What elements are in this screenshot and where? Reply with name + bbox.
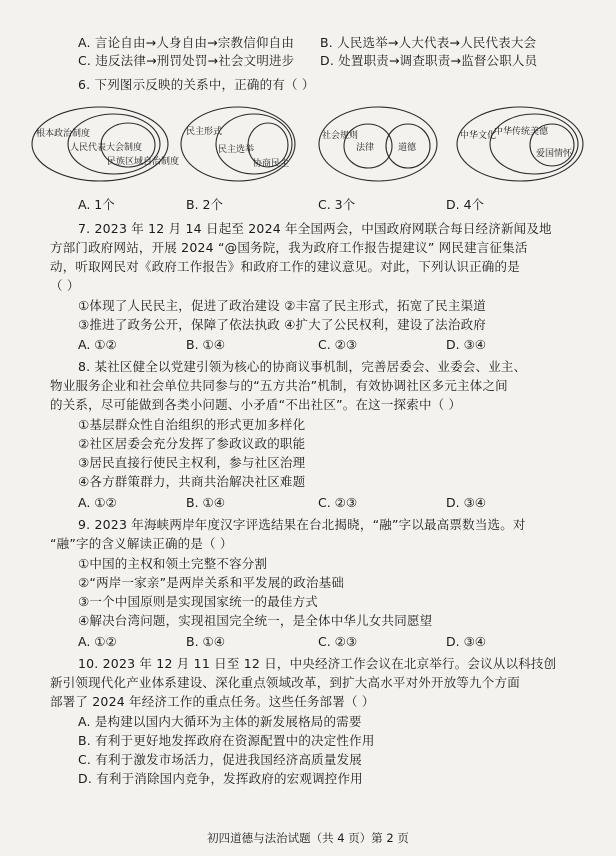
q10-line-3: 部署了 2024 年经济工作的重点任务。这些任务部署（ ）: [50, 694, 375, 709]
middle-label: [218, 143, 254, 155]
q9-line-1: 9. 2023 年海峡两岸年度汉字评选结果在台北揭晓，“融”字以最高票数当选。对: [78, 517, 526, 532]
q6-option-a: A. 1个: [78, 197, 115, 212]
inner-label-text: 道德: [398, 143, 417, 153]
q8-line-1: 8. 某社区健全以党建引领为核心的协商议事机制，完善居委会、业委会、业主、: [78, 359, 527, 374]
q10-option-b: B. 有利于更好地发挥政府在资源配置中的决定性作用: [78, 733, 375, 748]
q6-stem: 6. 下列图示反映的关系中，正确的有（ ）: [78, 77, 315, 92]
q10-option-a: A. 是构建以国内大循环为主体的新发展格局的需要: [78, 714, 362, 729]
q7-option-c: C. ②③: [318, 337, 358, 352]
middle-label-text: 人民代表大会制度: [70, 143, 143, 153]
q7-statement-3-4: ③推进了政务公开，保障了依法执政 ④扩大了公民权利，建设了法治政府: [78, 317, 486, 332]
q6-option-b: B. 2个: [186, 197, 223, 212]
q8-option-b: B. ①④: [186, 495, 225, 510]
q9-option-a: A. ①②: [78, 634, 117, 649]
outer-label: [36, 127, 90, 139]
q9-line-2: “融”字的含义解读正确的是（ ）: [50, 536, 233, 551]
q10-option-d: D. 有利于消除国内竞争，发挥政府的宏观调控作用: [78, 771, 363, 786]
q6-option-d: D. 4个: [446, 197, 485, 212]
middle-label: [70, 141, 142, 153]
outer-label-text: 中华文化: [460, 131, 497, 141]
outer-ring: [457, 107, 583, 181]
q8-option-d: D. ③④: [446, 495, 486, 510]
q5-option-d: D. 处置职责→调查职责→监督公职人员: [320, 53, 538, 68]
q6-diagrams: [16, 104, 606, 188]
q7-option-a: A. ①②: [78, 337, 117, 352]
q9-option-c: C. ②③: [318, 634, 358, 649]
inner-label-text: 协商民主: [253, 159, 290, 169]
q8-statement-3: ③居民直接行使民主权利，参与社区治理: [78, 455, 306, 470]
page-footer: 初四道德与法治试题（共 4 页）第 2 页: [207, 831, 409, 845]
q10-line-1: 10. 2023 年 12 月 11 日至 12 日，中央经济工作会议在北京举行。会议从以科技创: [78, 656, 557, 671]
q7-option-b: B. ①④: [186, 337, 225, 352]
q8-statement-2: ②社区居委会充分发挥了参政议政的职能: [78, 436, 306, 451]
q9-statement-2: ②“两岸一家亲”是两岸关系和平发展的政治基础: [78, 575, 345, 590]
middle-ring: [490, 114, 578, 174]
outer-label-text: 社会规则: [322, 131, 359, 141]
middle-label-text: 中华传统美德: [494, 127, 549, 137]
inner-label: [253, 157, 289, 169]
q5-option-c: C. 违反法律→刑罚处罚→社会文明进步: [78, 53, 295, 68]
middle-label-text: 法律: [356, 143, 375, 153]
q5-option-b: B. 人民选举→人大代表→人民代表大会: [320, 35, 537, 50]
q9-option-b: B. ①④: [186, 634, 225, 649]
q9-statement-3: ③一个中国原则是实现国家统一的最佳方式: [78, 594, 319, 609]
q8-statement-4: ④各方群策群力，共商共治解决社区难题: [78, 474, 306, 489]
q7-line-3: 动，听取网民对《政府工作报告》和政府工作的建议意见。对此，下列认识正确的是: [50, 259, 520, 274]
q8-line-3: 的关系，尽可能做到各类小问题、小矛盾“不出社区”。在这一探索中（ ）: [50, 397, 462, 412]
q7-line-1: 7. 2023 年 12 月 14 日起至 2024 年全国两会，中国政府网联合每日经济新闻及地: [78, 221, 552, 236]
outer-label: [460, 129, 496, 141]
venn-diagram-3: [316, 104, 440, 187]
q9-statement-4: ④解决台湾问题，实现祖国完全统一，是全体中华儿女共同愿望: [78, 613, 433, 628]
outer-label-text: 根本政治制度: [36, 129, 91, 139]
inner-label-text: 民族区域自治制度: [107, 157, 180, 167]
venn-diagram-2: [178, 104, 298, 187]
venn-diagram-1: [30, 104, 180, 187]
q8-statement-1: ①基层群众性自治组织的形式更加多样化: [78, 417, 306, 432]
inner-label-text: 爱国情怀: [536, 149, 573, 159]
q8-option-c: C. ②③: [318, 495, 358, 510]
q10-option-c: C. 有利于激发市场活力，促进我国经济高质量发展: [78, 752, 362, 767]
q10-line-2: 新引领现代化产业体系建设、深化重点领域改革，到扩大高水平对外开放等九个方面: [50, 675, 520, 690]
middle-label: [494, 125, 549, 137]
q7-line-2: 方部门政府网站，开展 2024 “@国务院，我为政府工作报告提建议” 网民建言征集活: [50, 240, 528, 255]
venn-diagram-4: [454, 104, 586, 187]
q9-option-d: D. ③④: [446, 634, 486, 649]
outer-label: [322, 129, 358, 141]
middle-label-text: 民主选举: [218, 145, 255, 155]
q8-line-2: 物业服务企业和社会单位共同参与的“五方共治”机制，有效协调社区多元主体之间: [50, 378, 508, 393]
middle-label: [356, 141, 374, 153]
inner-label: [398, 141, 417, 153]
q9-statement-1: ①中国的主权和领土完整不容分割: [78, 556, 268, 571]
q7-statement-1-2: ①体现了人民民主，促进了政治建设 ②丰富了民主形式，拓宽了民主渠道: [78, 298, 486, 313]
outer-ring: [181, 107, 295, 181]
q7-line-4: （ ）: [50, 278, 80, 293]
outer-label: [186, 125, 222, 137]
outer-ring: [319, 107, 437, 181]
outer-label-text: 民主形式: [186, 127, 223, 137]
q8-option-a: A. ①②: [78, 495, 117, 510]
inner-label: [536, 147, 573, 159]
q6-option-c: C. 3个: [318, 197, 356, 212]
inner-label: [107, 155, 179, 167]
q7-option-d: D. ③④: [446, 337, 486, 352]
q5-option-a: A. 言论自由→人身自由→宗教信仰自由: [78, 35, 295, 50]
